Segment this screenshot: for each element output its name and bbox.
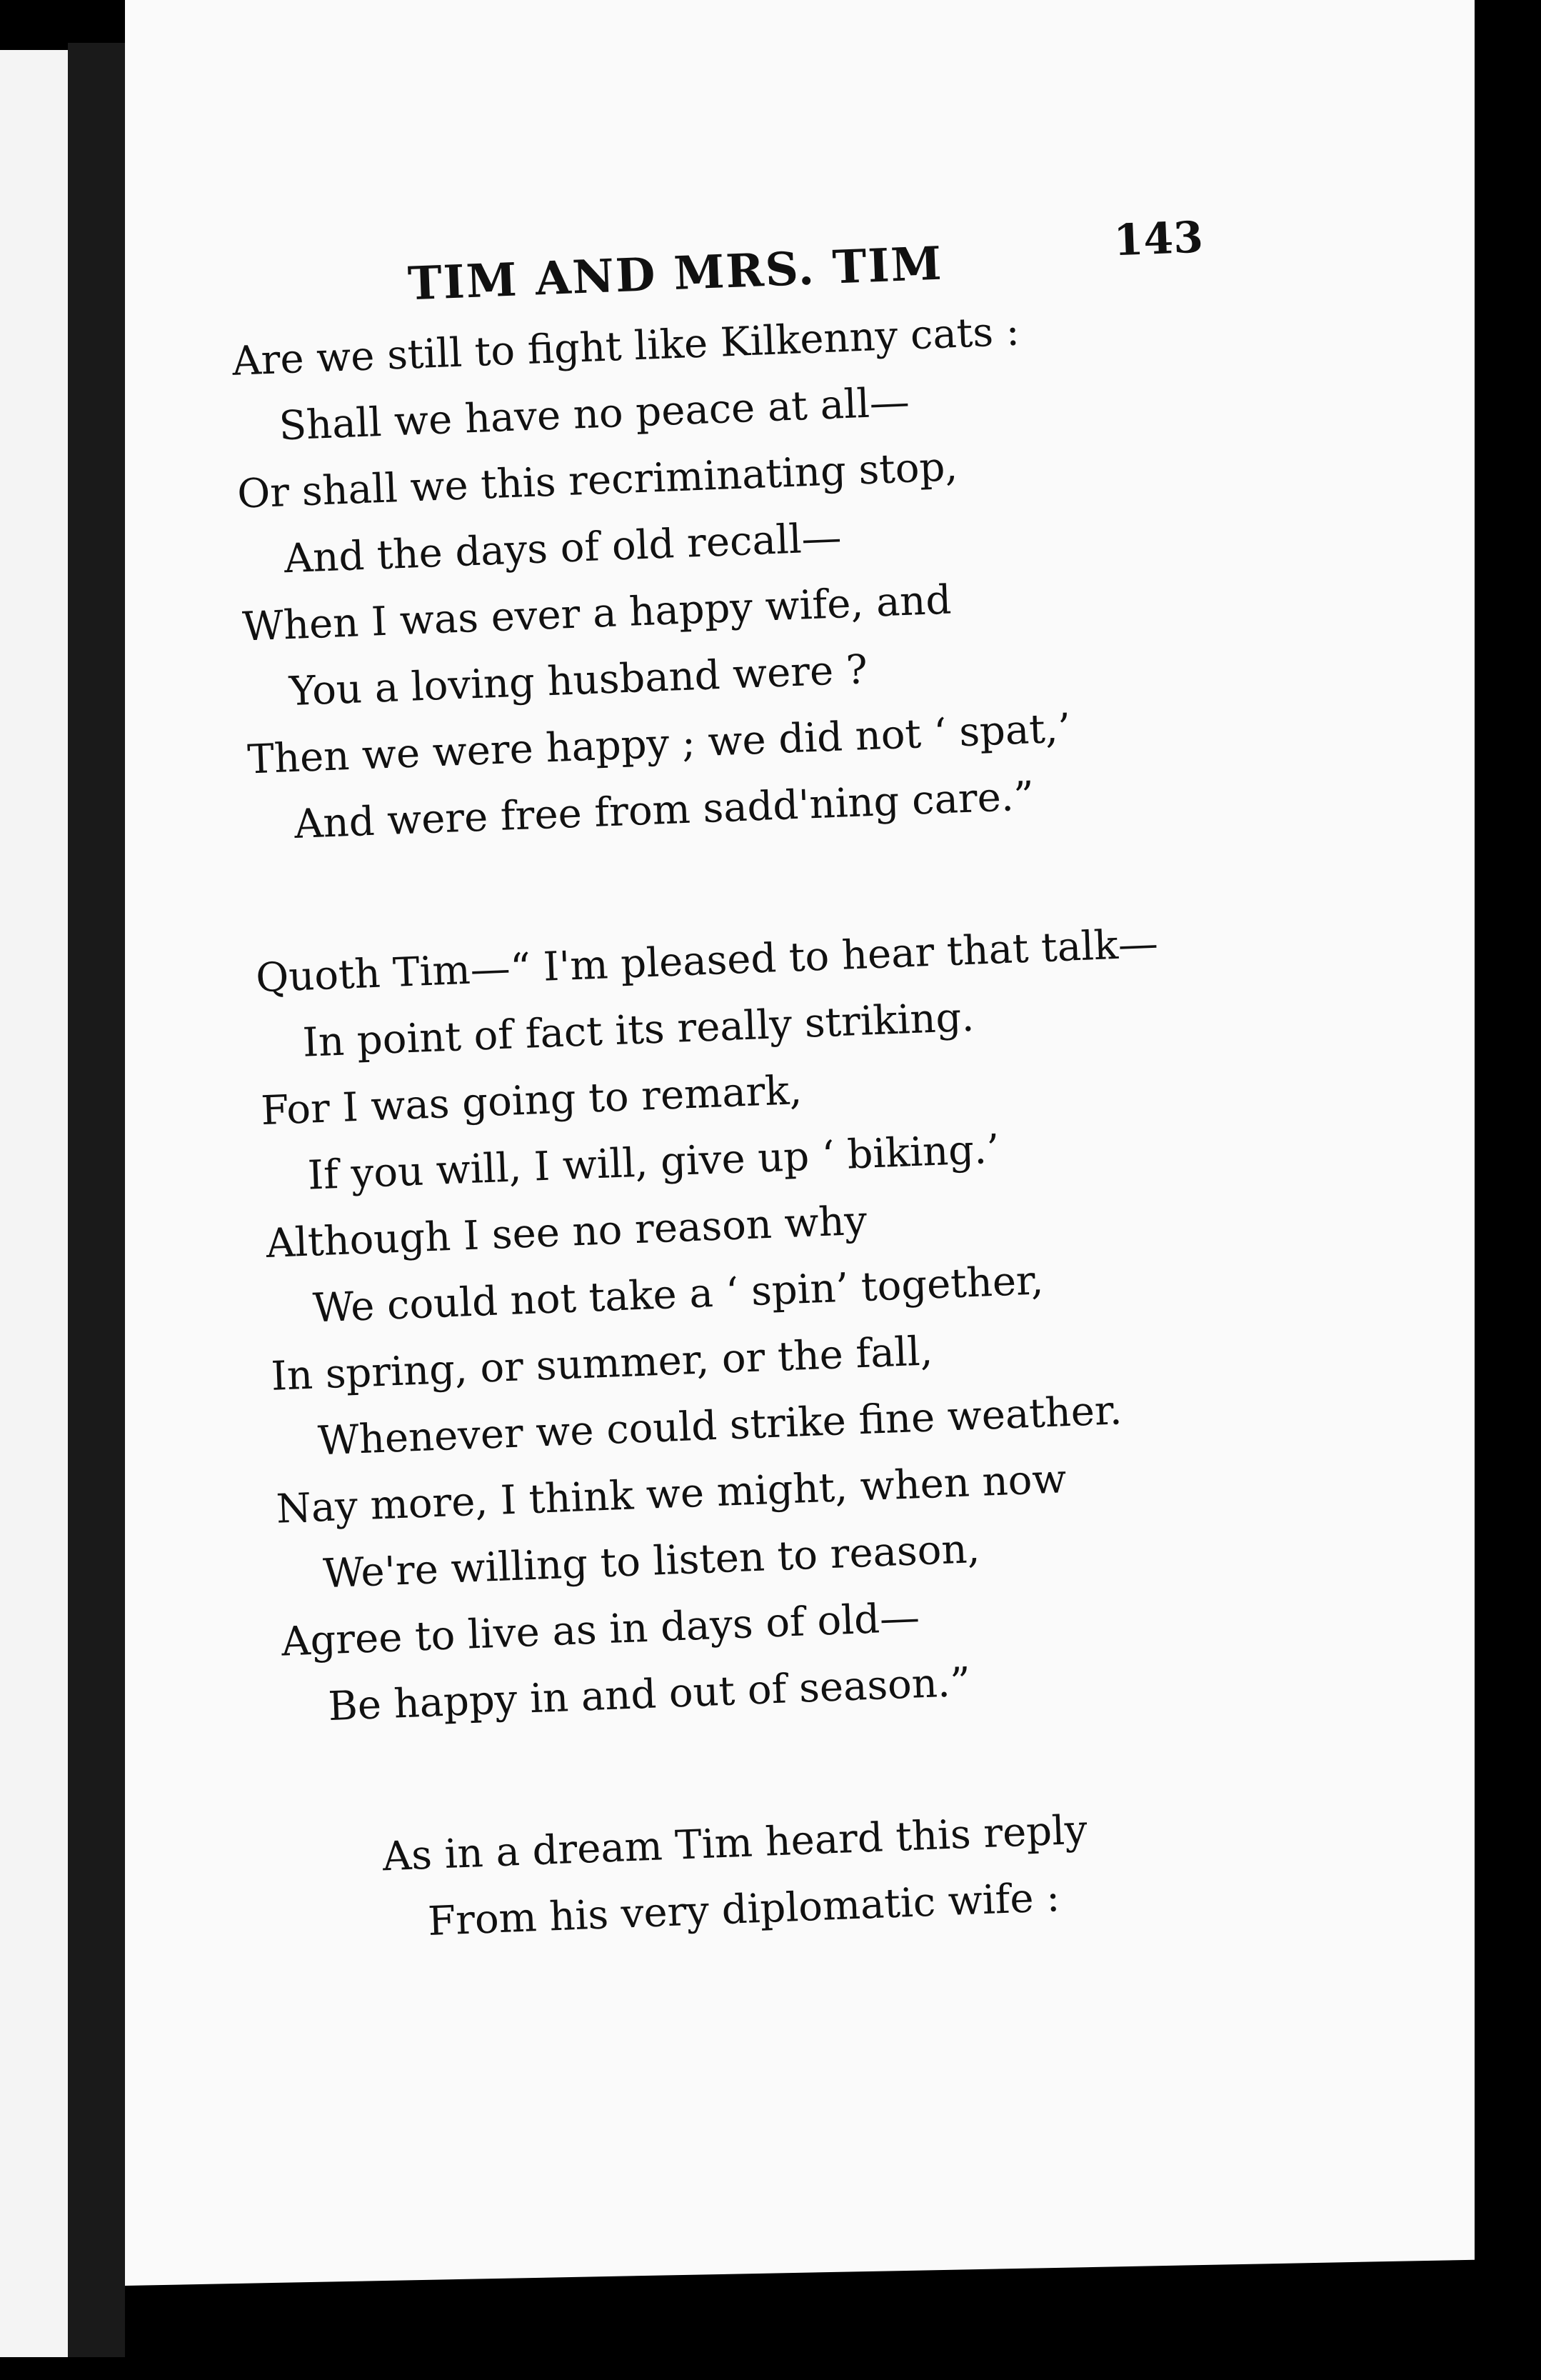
bottom-border: [125, 2296, 1541, 2380]
poem-line: You a loving husband were ?: [288, 646, 869, 716]
stanza-3: [288, 1786, 1364, 1960]
poem-line: And were free from sadd'ning care.”: [293, 773, 1035, 849]
poem-line: For I was going to remark,: [260, 1067, 803, 1135]
right-border: [1475, 0, 1541, 2380]
poem-line: When I was ever a happy wife, and: [241, 576, 953, 651]
poem-line: We're willing to listen to reason,: [322, 1525, 981, 1598]
poem-line: Then we were happy ; we did not ‘ spat,’: [246, 705, 1072, 784]
poem-line: In point of fact its really striking.: [301, 994, 975, 1066]
poem-line: And the days of old recall—: [283, 514, 843, 583]
poem-line: If you will, I will, give up ‘ biking.’: [306, 1126, 1000, 1199]
poem-line: In spring, or summer, or the fall,: [270, 1328, 934, 1400]
stanza-1: [231, 287, 1321, 859]
poem-line: Are we still to fight like Kilkenny cats :: [231, 308, 1020, 385]
poem-line: Shall we have no peace at all—: [278, 379, 910, 450]
poem-line: We could not take a ‘ spin’ together,: [311, 1257, 1045, 1332]
book-gutter: [68, 43, 125, 2357]
poem-line: Nay more, I think we might, when now: [275, 1456, 1068, 1533]
page-number: 143: [1113, 212, 1205, 266]
poem-line: Be happy in and out of season.”: [327, 1659, 972, 1731]
running-head: TIM AND MRS. TIM: [406, 236, 944, 311]
poem-line: Although I see no reason why: [265, 1197, 868, 1267]
poem-line: Agree to live as in days of old—: [280, 1594, 921, 1666]
poem-line: As in a dream Tim heard this reply: [381, 1806, 1088, 1881]
stanza-2: [255, 904, 1356, 1742]
facing-page-edge: [0, 50, 68, 2357]
poem-line: Whenever we could strike fine weather.: [317, 1387, 1123, 1465]
poem-line: Quoth Tim—“ I'm pleased to hear that talk—: [255, 920, 1159, 1002]
poem-line: From his very diplomatic wife :: [427, 1874, 1061, 1945]
poem-line: Or shall we this recriminating stop,: [236, 444, 959, 518]
page-text: [229, 212, 1367, 2046]
